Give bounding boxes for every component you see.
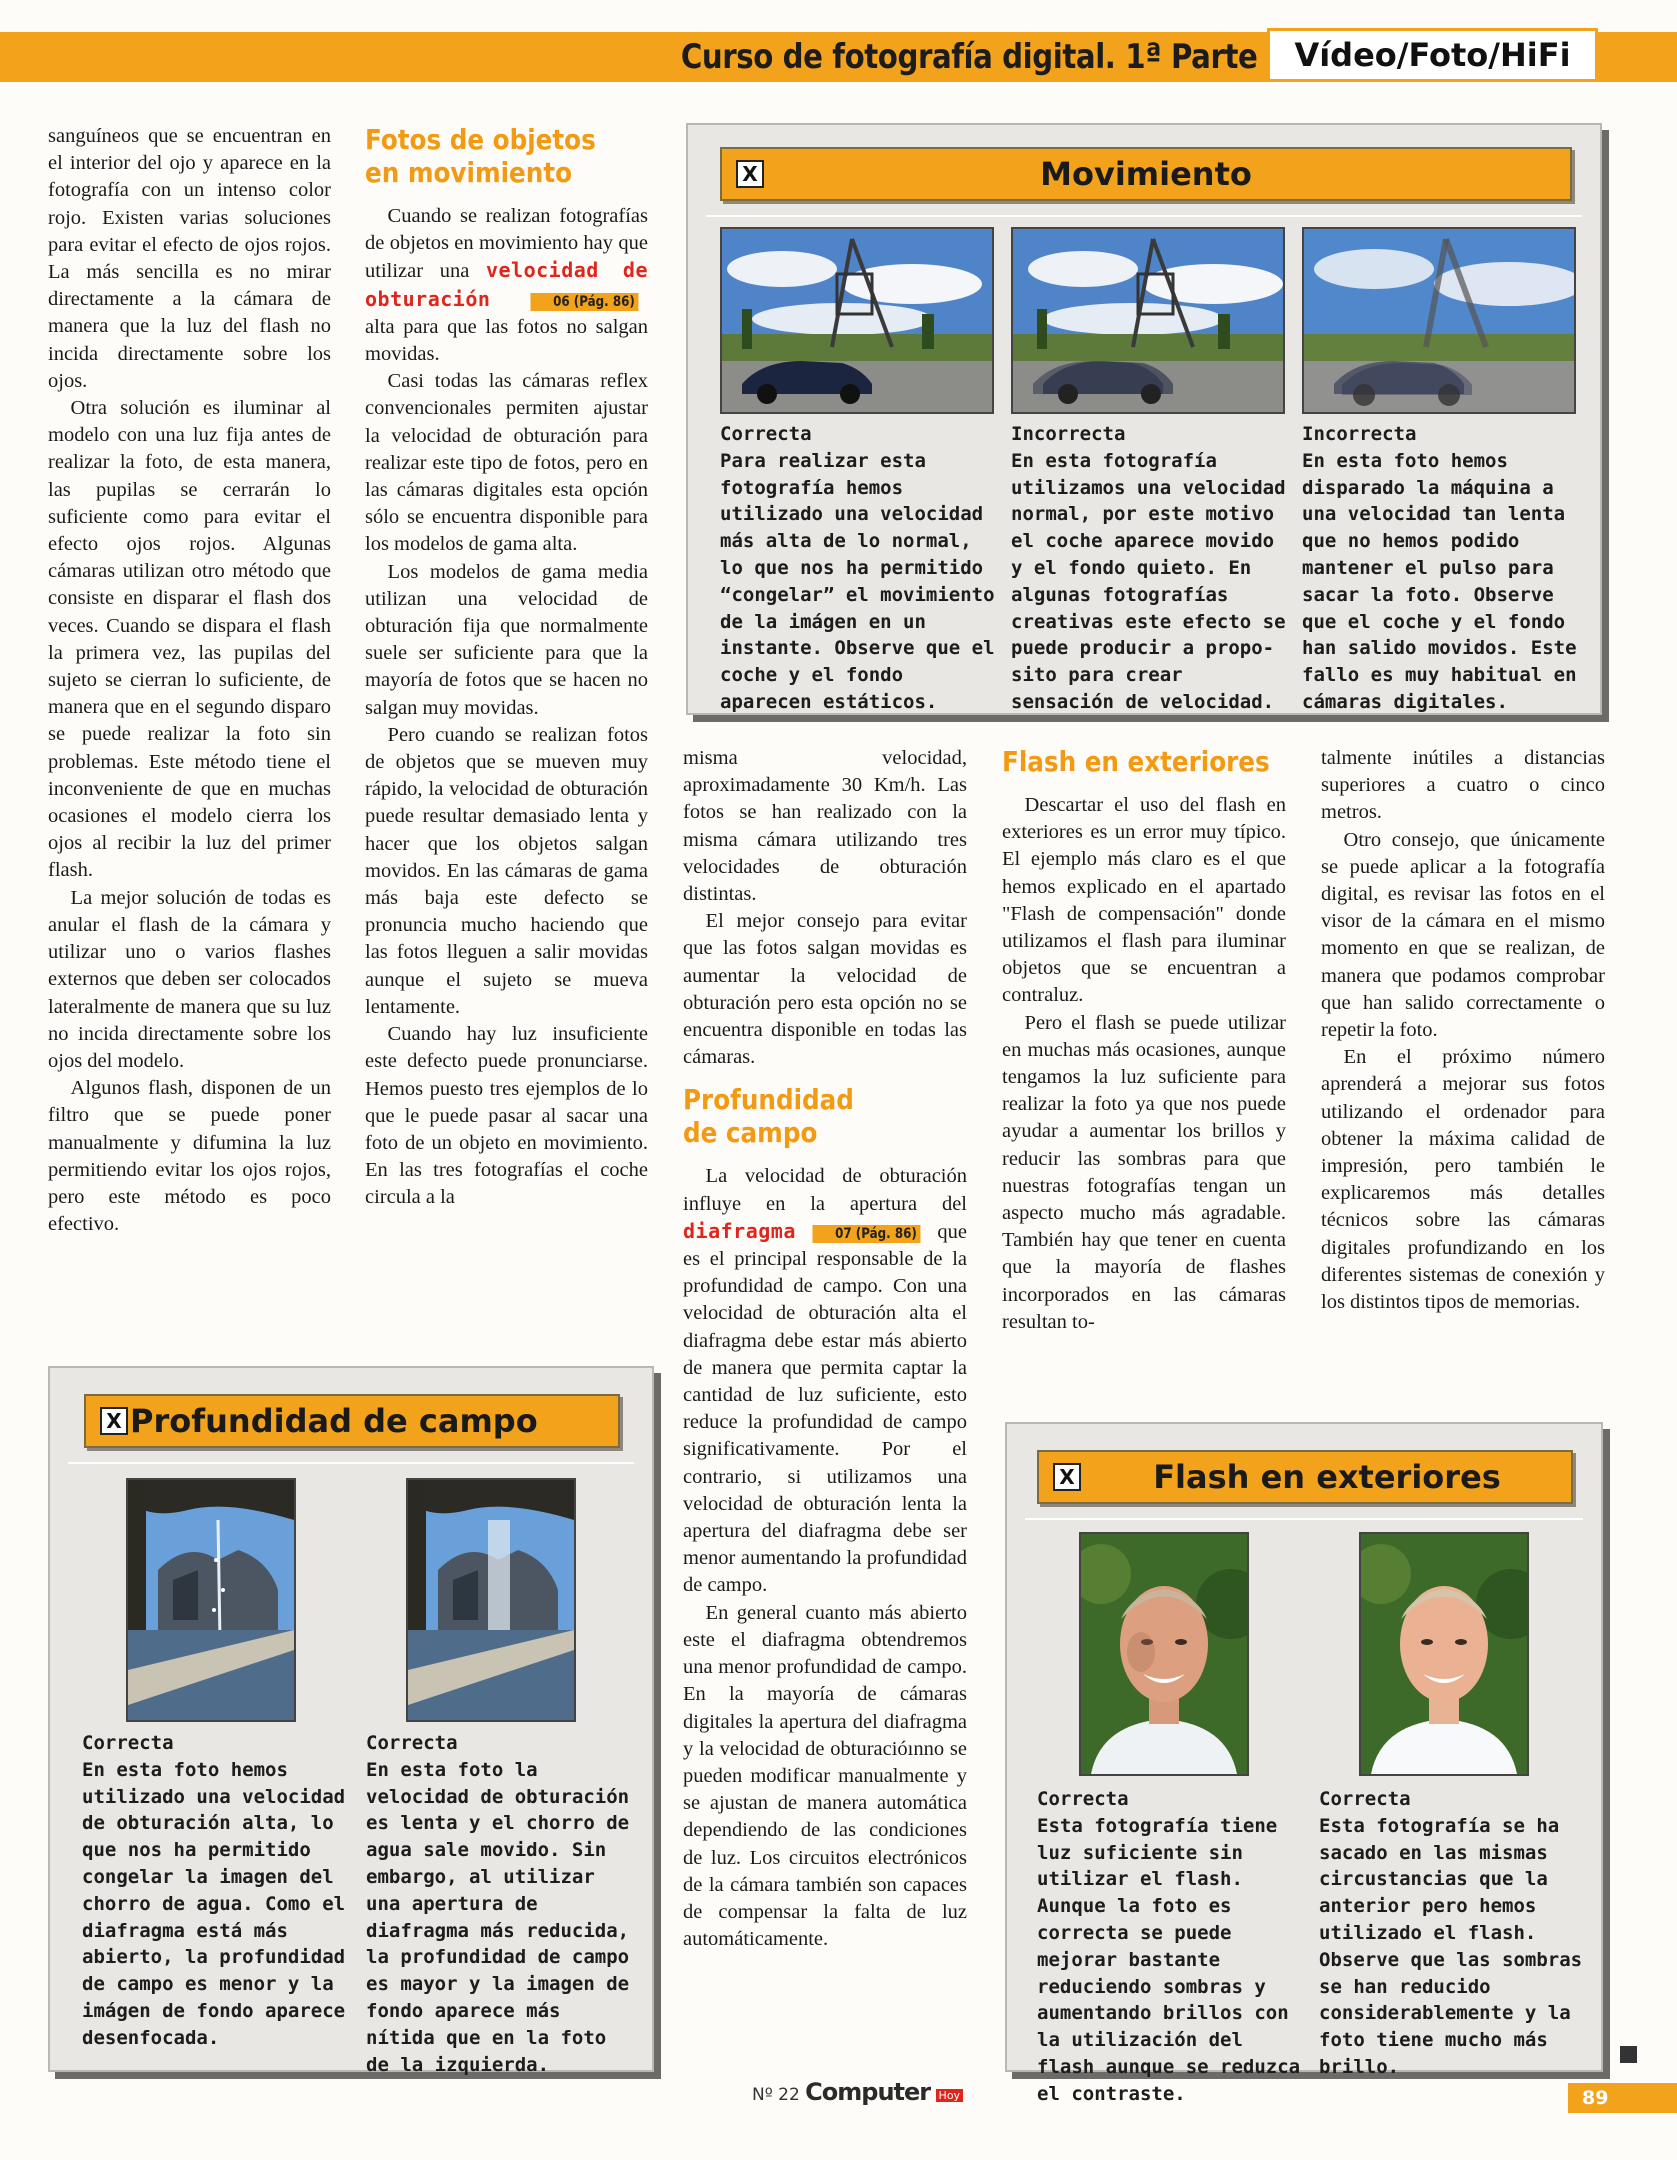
course-title: Curso de fotografía digital. 1ª Parte (680, 37, 1257, 77)
caption-text: Para realizar esta fotografía hemos utilizado una velocidad más alta de lo normal, lo que nos ha permitido “congelar” el movimiento de la imágen en un instante. Observe que el coche y el fondo aparecen estáticos. (720, 449, 995, 713)
box-title-bar (84, 1394, 620, 1448)
paragraph: Cuando hay luz insuficiente este defecto puede pronunciarse. Hemos puesto tres ejemplos de lo que le puede pasar al sacar una foto de un objeto en movimiento. En las tres fotografías el coche circula a la (365, 1023, 648, 1209)
caption-text: En esta foto hemos utilizado una velocidad de obturación alta, lo que nos ha permitido congelar la imagen del chorro de agua. Como el diafragma está más abierto, la profundidad de campo es menor y la imágen de fondo aparece desenfocada. (82, 1758, 346, 2049)
column-3 (683, 745, 967, 1953)
paragraph: Los modelos de gama media utilizan una velocidad de obturación fija que normalmente suele ser suficiente para que la mayoría de fotos que se hacen no salgan muy movidas. (365, 560, 648, 719)
caption-label: Incorrecta (1302, 423, 1417, 445)
paragraph: La velocidad de obturación influye en la apertura del diafragma 07 (Pág. 86) que es el principal responsable de la profundidad de campo. Con una velocidad de obturación alta el diafragma debe estar más abierto de manera que permita captar la cantidad de luz suficiente, esto reduce la profundidad de campo significativamente. Por el contrario, si utilizamos una velocidad de obturación lenta la apertura del diafragma debe ser menor aumentando la profundidad de campo. (683, 1165, 967, 1597)
profundidad-box (48, 1366, 654, 2076)
caption-text: En esta foto hemos disparado la máquina a una velocidad tan lenta que no hemos podido mantener el pulso para sacar la foto. Observe que el coche y el fondo han salido movidos. Este fallo es muy habitual en cámaras digitales. (1302, 449, 1577, 713)
box-title: Movimiento (1040, 155, 1252, 193)
car-photo-sharp (720, 227, 994, 414)
section-heading: Flash en exteriores (1002, 745, 1270, 778)
column-5 (1321, 745, 1605, 1316)
glossary-ref-badge: 07 (Pág. 86) (813, 1225, 921, 1243)
caption-1 (82, 1730, 346, 2052)
glossary-keyword: velocidad de obturación (365, 258, 648, 311)
caption-text: Esta fotografía se ha sacado en las mismas circustancias que la anterior pero hemos utilizado el flash. Observe que las sombras se han reducido considerablemente y la foto tiene mucho más brillo. (1319, 1814, 1583, 2078)
paragraph: El mejor consejo para evitar que las fotos salgan movidas es aumentar la velocidad de obturación pero esta opción no se encuentra disponible en todas las cámaras. (683, 910, 967, 1069)
paragraph: Pero cuando se realizan fotos de objetos que se mueven muy rápido, la velocidad de obturación puede resultar demasiado lenta y hacer que los objetos salgan movidos. En las cámaras de gama más baja este defecto se pronuncia mucho haciendo que las fotos lleguen a salir movidas aunque el sujeto se mueva lentamente. (365, 723, 648, 1018)
paragraph: sanguíneos que se encuentran en el interior del ojo y aparece en la fotografía con un intenso color rojo. Existen varias soluciones para evitar el efecto de ojos rojos. La más sencilla es no mirar directamente a la cámara de manera que la luz del flash no incida directamente sobre los ojos. (48, 125, 331, 392)
paragraph: En general cuanto más abierto este el diafragma obtendremos una menor profundidad de campo. En la mayoría de cámaras digitales la apertura del diafragma y la velocidad de obturacióınno se pueden modificar manualmente y se ajustan de manera automática dependiendo de las condiciones de luz. Los circuitos electrónicos de la cámara también son capaces de compensar la falta de luz automáticamente. (683, 1601, 967, 1951)
caption-label: Correcta (366, 1732, 458, 1754)
car-photo-blurred-car (1011, 227, 1285, 414)
logo-subtext: Hoy (936, 2089, 964, 2102)
paragraph: Descartar el uso del flash en exteriores es un error muy típico. El ejemplo más claro es el que hemos explicado en el apartado "Flash de compensación" donde utilizamos el flash para iluminar objetos que se encuentran a contraluz. (1002, 794, 1286, 1007)
caption-2 (366, 1730, 634, 2078)
paragraph: Otro consejo, que únicamente se puede aplicar a la fotografía digital, es revisar las fotos en el visor de la cámara en el mismo momento en que se realizan, de manera que podamos comprobar que han salido correctamente o repetir la foto. (1321, 828, 1605, 1042)
caption-text: En esta fotografía utilizamos una velocidad normal, por este motivo el coche aparece movido y el fondo quieto. En algunas fotografías creativas este efecto se puede producir a propo- sito para crear sensación de velocidad. (1011, 449, 1286, 713)
paragraph: En el próximo número aprenderá a mejorar sus fotos utilizando el ordenador para obtener la máxima calidad de impresión, pero también le explicaremos más detalles técnicos sobre las cámaras digitales profundizando en los diferentes sistemas de conexión y los distintos tipos de memorias. (1321, 1046, 1605, 1314)
caption-label: Incorrecta (1011, 423, 1126, 445)
glossary-keyword: diafragma (683, 1218, 796, 1243)
box-title-bar (720, 147, 1572, 201)
paragraph: talmente inútiles a distancias superiores a cuatro o cinco metros. (1321, 747, 1605, 824)
box-title: Flash en exteriores (1153, 1458, 1501, 1496)
caption-label: Correcta (720, 423, 812, 445)
portrait-photo-flash (1359, 1532, 1529, 1776)
paragraph: Casi todas las cámaras reflex convencionales permiten ajustar la velocidad de obturación para realizar este tipo de fotos, pero en las cámaras digitales esta opción sólo se encuentra disponible para los modelos de gama alta. (365, 370, 648, 556)
caption-label: Correcta (1037, 1788, 1129, 1810)
end-of-article-mark (1620, 2046, 1637, 2063)
glossary-ref-badge: 06 (Pág. 86) (531, 293, 639, 311)
section-label: Vídeo/Foto/HiFi (1267, 28, 1598, 82)
column-1 (48, 123, 331, 1238)
close-icon: X (736, 160, 764, 188)
caption-text: Esta fotografía tiene luz suficiente sin utilizar el flash. Aunque la foto es correcta se puede mejorar bastante reduciendo sombras y aumentando brillos con la utilización del flash aunque se reduzca el contraste. (1037, 1814, 1301, 2105)
paragraph: La mejor solución de todas es anular el flash de la cámara y utilizar uno o varios flashes externos que deben ser colocados lateralmente de manera que su luz no incida directamente sobre los ojos del modelo. (48, 886, 331, 1072)
caption-text: En esta foto la velocidad de obturación es lenta y el chorro de agua sale movido. Sin embargo, al utilizar una apertura de diafragma más reducida, la profundidad de campo es mayor y la imagen de fondo aparece más nítida que en la foto de la izquierda. (366, 1758, 630, 2076)
divider (1025, 1518, 1583, 1520)
section-heading: Fotos de objetos en movimiento (365, 123, 596, 189)
paragraph: Pero el flash se puede utilizar en muchas más ocasiones, aunque tengamos la luz suficiente para realizar la foto ya que nos puede ayudar a aumentar los brillos y reducir las sombras para que nuestras fotografías tengan un aspecto mucho más agradable. También hay que tener en cuenta que la mayoría de flashes incorporados en las cámaras resultan to- (1002, 1011, 1286, 1333)
box-title: Profundidad de campo (130, 1402, 538, 1440)
caption-2 (1011, 421, 1287, 716)
close-icon: X (1053, 1463, 1081, 1491)
divider (68, 1462, 634, 1464)
column-2 (365, 123, 648, 1212)
magazine-logo (752, 2078, 963, 2106)
issue-number: Nº 22 (752, 2085, 800, 2105)
paragraph: Otra solución es iluminar al modelo con una luz fija antes de realizar la foto, de esta manera, las pupilas se cerrarán lo suficiente como para evitar el efecto ojos rojos. Algunas cámaras utilizan otro método que consiste en disparar el flash dos veces. Cuando se dispara el flash la primera vez, las pupilas del sujeto se cierran lo suficiente, de manera que en el segundo disparo se puede realizar la foto sin problemas. Este método tiene el inconveniente de que en muchas ocasiones el modelo cierra los ojos al recibir la luz del primer flash. (48, 397, 331, 882)
divider (706, 215, 1582, 217)
paragraph: Cuando se realizan fotografías de objetos en movimiento hay que utilizar una velocidad de obturación 06 (Pág. 86) alta para que las fotos no salgan movidas. (365, 205, 648, 366)
car-photo-all-blurred (1302, 227, 1576, 414)
caption-label: Correcta (1319, 1788, 1411, 1810)
fountain-photo-fast (126, 1478, 296, 1722)
caption-1 (1037, 1786, 1301, 2108)
paragraph: misma velocidad, aproximadamente 30 Km/h. Las fotos se han realizado con la misma cámara utilizando tres velocidades de obturación distintas. (683, 747, 967, 906)
section-heading: Profundidad de campo (683, 1083, 854, 1150)
movimiento-box (686, 123, 1602, 715)
caption-2 (1319, 1786, 1583, 2081)
box-title-bar (1037, 1450, 1573, 1504)
fountain-photo-slow (406, 1478, 576, 1722)
paragraph: Algunos flash, disponen de un filtro que se puede poner manualmente y difumina la luz permitiendo evitar los ojos rojos, pero este método es poco efectivo. (48, 1077, 331, 1236)
portrait-photo-no-flash (1079, 1532, 1249, 1776)
close-icon: X (100, 1407, 128, 1435)
logo-text: Computer (805, 2078, 931, 2106)
caption-3 (1302, 421, 1578, 716)
column-4 (1002, 745, 1286, 1336)
page-number: 89 (1568, 2083, 1677, 2113)
caption-1 (720, 421, 996, 716)
caption-label: Correcta (82, 1732, 174, 1754)
